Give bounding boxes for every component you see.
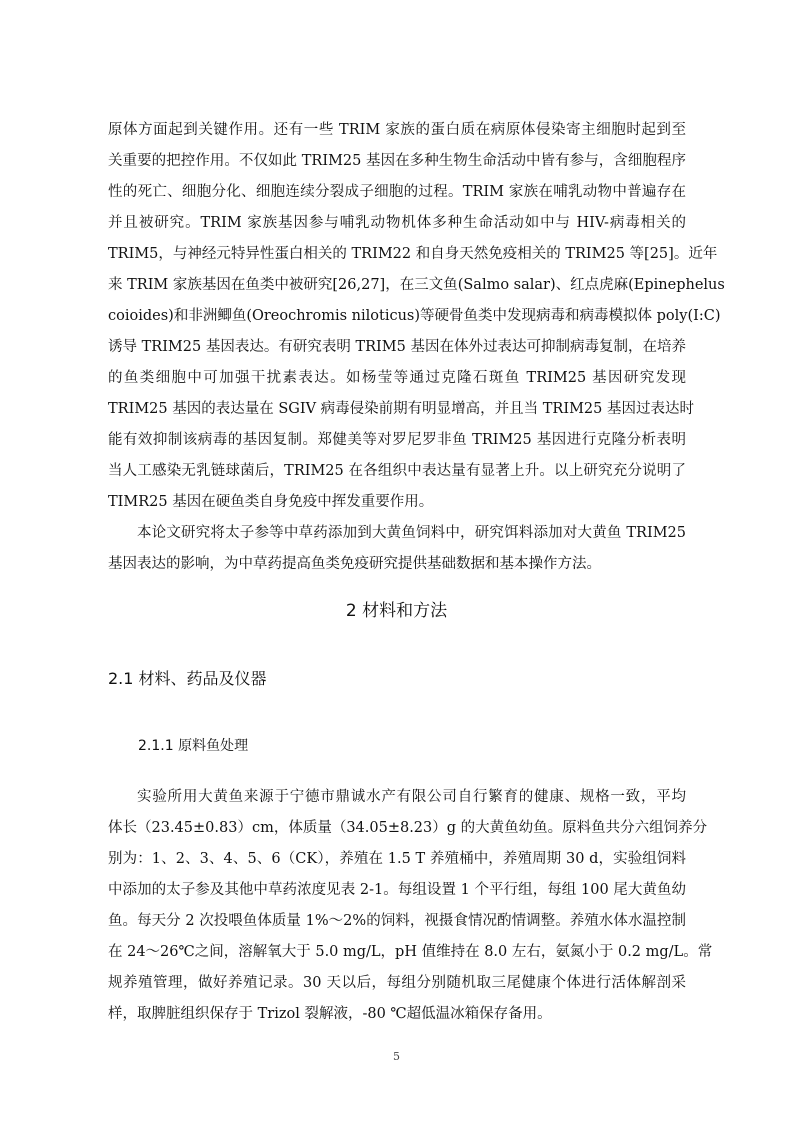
paragraph-line: 中添加的太子参及其他中草药浓度见表 2-1。每组设置 1 个平行组，每组 100 尾大黄鱼幼 bbox=[108, 882, 686, 898]
subsection-heading: 2.1 材料、药品及仪器 bbox=[108, 669, 267, 688]
paragraph-line: 基因表达的影响，为中草药提高鱼类免疫研究提供基础数据和基本操作方法。 bbox=[108, 556, 601, 572]
paragraph-line: 的鱼类细胞中可加强干扰素表达。如杨莹等通过克隆石斑鱼 TRIM25 基因研究发现 bbox=[108, 370, 686, 386]
paragraph-line: 性的死亡、细胞分化、细胞连续分裂成子细胞的过程。TRIM 家族在哺乳动物中普遍存在 bbox=[108, 184, 686, 200]
paragraph-line: 能有效抑制该病毒的基因复制。郑健美等对罗尼罗非鱼 TRIM25 基因进行克隆分析表明 bbox=[108, 432, 686, 448]
subsubsection-heading: 2.1.1 原料鱼处理 bbox=[138, 738, 249, 754]
paragraph-line: 来 TRIM 家族基因在鱼类中被研究[26,27]，在三文鱼(Salmo salar)、红点虎麻(Epinephelus bbox=[108, 277, 725, 293]
paragraph-line: 诱导 TRIM25 基因表达。有研究表明 TRIM5 基因在体外过表达可抑制病毒复制，在培养 bbox=[108, 339, 686, 355]
paragraph-line: 关重要的把控作用。不仅如此 TRIM25 基因在多种生物生命活动中皆有参与，含细胞程序 bbox=[108, 153, 686, 169]
paragraph-line: 并且被研究。TRIM 家族基因参与哺乳动物机体多种生命活动如中与 HIV-病毒相关的 bbox=[108, 215, 686, 231]
paragraph-line: 规养殖管理，做好养殖记录。30 天以后，每组分别随机取三尾健康个体进行活体解剖采 bbox=[108, 975, 686, 991]
section-heading: 2 材料和方法 bbox=[345, 601, 448, 621]
paragraph-line: TIMR25 基因在硬鱼类自身免疫中挥发重要作用。 bbox=[108, 494, 434, 510]
paragraph-line: 体长（23.45±0.83）cm，体质量（34.05±8.23）g 的大黄鱼幼鱼。原料鱼共分六组饲养分 bbox=[108, 820, 708, 836]
paragraph-line: coioides)和非洲鲫鱼(Oreochromis niloticus)等硬骨鱼类中发现病毒和病毒模拟体 poly(I:C) bbox=[108, 308, 721, 324]
page-number: 5 bbox=[393, 1050, 400, 1063]
paragraph-line: 别为：1、2、3、4、5、6（CK），养殖在 1.5 T 养殖桶中，养殖周期 30 d，实验组饲料 bbox=[108, 851, 686, 867]
paragraph-line: 本论文研究将太子参等中草药添加到大黄鱼饲料中，研究饵料添加对大黄鱼 TRIM25 bbox=[137, 525, 686, 541]
paragraph-line: 在 24～26℃之间，溶解氧大于 5.0 mg/L，pH 值维持在 8.0 左右，氨氮小于 0.2 mg/L。常 bbox=[108, 944, 713, 960]
paragraph-line: TRIM5，与神经元特异性蛋白相关的 TRIM22 和自身天然免疫相关的 TRIM25 等[25]。近年 bbox=[108, 246, 718, 262]
paragraph-line: 样，取脾脏组织保存于 Trizol 裂解液，-80 ℃超低温冰箱保存备用。 bbox=[108, 1006, 552, 1022]
paragraph-line: 实验所用大黄鱼来源于宁德市鼎诚水产有限公司自行繁育的健康、规格一致，平均 bbox=[137, 789, 686, 805]
paragraph-line: 原体方面起到关键作用。还有一些 TRIM 家族的蛋白质在病原体侵染寄主细胞时起到至 bbox=[108, 122, 686, 138]
paragraph-line: TRIM25 基因的表达量在 SGIV 病毒侵染前期有明显增高，并且当 TRIM25 基因过表达时 bbox=[108, 401, 694, 417]
paragraph-line: 鱼。每天分 2 次投喂鱼体质量 1%～2%的饲料，视摄食情况酌情调整。养殖水体水温控制 bbox=[108, 913, 686, 929]
paragraph-line: 当人工感染无乳链球菌后，TRIM25 在各组织中表达量有显著上升。以上研究充分说明了 bbox=[108, 463, 686, 479]
